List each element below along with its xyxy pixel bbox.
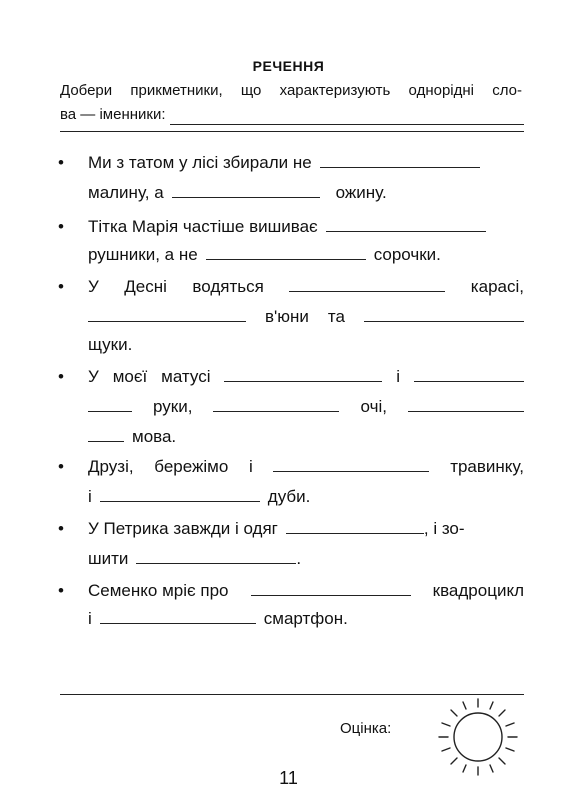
item-4-text-f: очі, [360,397,387,416]
answer-blank[interactable] [289,273,445,292]
answer-blank[interactable] [136,545,296,564]
item-6-text-d: . [296,549,302,568]
instruction-line-2-text: ва — іменники: [60,106,166,123]
item-4-line-2 [88,392,524,422]
bullet-7: • [58,581,64,600]
item-2-text-b: рушники, а не [88,245,198,264]
answer-blank[interactable] [88,393,132,412]
instruction-line-2 [60,103,522,126]
item-5-text-a: Друзі, [88,457,134,476]
item-5-text-b: бережімо [154,457,229,476]
item-3-text-a: У [88,277,99,296]
item-3-text-f: та [327,307,345,326]
item-7-text-d: смартфон. [263,609,348,628]
item-7-text-c: і [88,609,92,628]
answer-blank[interactable] [326,213,486,232]
page-title: РЕЧЕННЯ [252,58,325,74]
grade-label: Оцінка: [340,720,392,737]
answer-blank[interactable] [224,363,382,382]
item-5-line-2 [88,482,524,512]
item-7-text-a: Семенко мріє про [88,581,229,600]
answer-blank[interactable] [408,393,524,412]
item-2-text-c: сорочки. [373,245,441,264]
bullet-5: • [58,457,64,476]
item-3-line-3 [88,330,524,360]
item-4-text-d: і [396,367,401,386]
item-3-text-c: водяться [192,277,264,296]
item-1-text-b: малину, а [88,183,164,202]
bullet-2: • [58,217,64,236]
item-3-text-d: карасі, [470,277,524,296]
item-1-line-2 [88,178,524,208]
item-4-text-g: мова. [132,427,177,446]
item-1-text-c: ожину. [335,183,387,202]
item-6-text-b: , і зо- [423,519,465,538]
answer-blank[interactable] [206,241,366,260]
instruction-line-1: Добери прикметники, що характеризують однорідні сло- [60,82,522,99]
item-3-text-e: в'юни [265,307,309,326]
answer-blank[interactable] [414,363,524,382]
item-6-text-c: шити [88,549,129,568]
item-5-text-f: дуби. [267,487,311,506]
instruction-answer-line-2[interactable] [60,131,524,132]
item-2-line-2 [88,240,524,270]
item-3-text-b: Десні [124,277,167,296]
item-3-line-1 [88,272,524,302]
item-5-line-1 [88,452,524,482]
item-1-text-a: Ми з татом у лісі збирали не [88,153,312,172]
item-6-text-a: У Петрика завжди і одяг [88,519,278,538]
item-4-text-a: У [88,367,99,386]
answer-blank[interactable] [320,149,480,168]
instruction-answer-line[interactable] [170,124,524,125]
bullet-6: • [58,519,64,538]
answer-blank[interactable] [88,423,124,442]
item-5-text-d: травинку, [450,457,524,476]
answer-blank[interactable] [251,577,411,596]
item-7-line-1 [88,576,524,606]
item-3-text-g: щуки. [88,335,133,354]
answer-blank[interactable] [172,179,320,198]
item-7-line-2 [88,604,524,634]
item-6-line-2 [88,544,524,574]
item-5-text-e: і [88,487,92,506]
answer-blank[interactable] [213,393,339,412]
item-1-line-1 [88,148,524,178]
bullet-1: • [58,153,64,172]
bullet-4: • [58,367,64,386]
item-2-line-1 [88,212,524,242]
answer-blank[interactable] [286,515,424,534]
item-6-line-1 [88,514,524,544]
item-3-line-2 [88,302,524,332]
item-4-text-e: руки, [153,397,193,416]
answer-blank[interactable] [273,453,429,472]
item-5-text-c: і [249,457,253,476]
item-4-line-1 [88,362,524,392]
item-7-text-b: квадроцикл [432,581,524,600]
item-4-line-3 [88,422,524,452]
bullet-3: • [58,277,64,296]
answer-blank[interactable] [100,605,256,624]
answer-blank[interactable] [88,303,246,322]
item-4-text-b: моєї [112,367,148,386]
item-4-text-c: матусі [161,367,211,386]
page-number: 11 [279,768,298,788]
answer-blank[interactable] [364,303,524,322]
item-2-text-a: Тітка Марія частіше вишиває [88,217,318,236]
answer-blank[interactable] [100,483,260,502]
